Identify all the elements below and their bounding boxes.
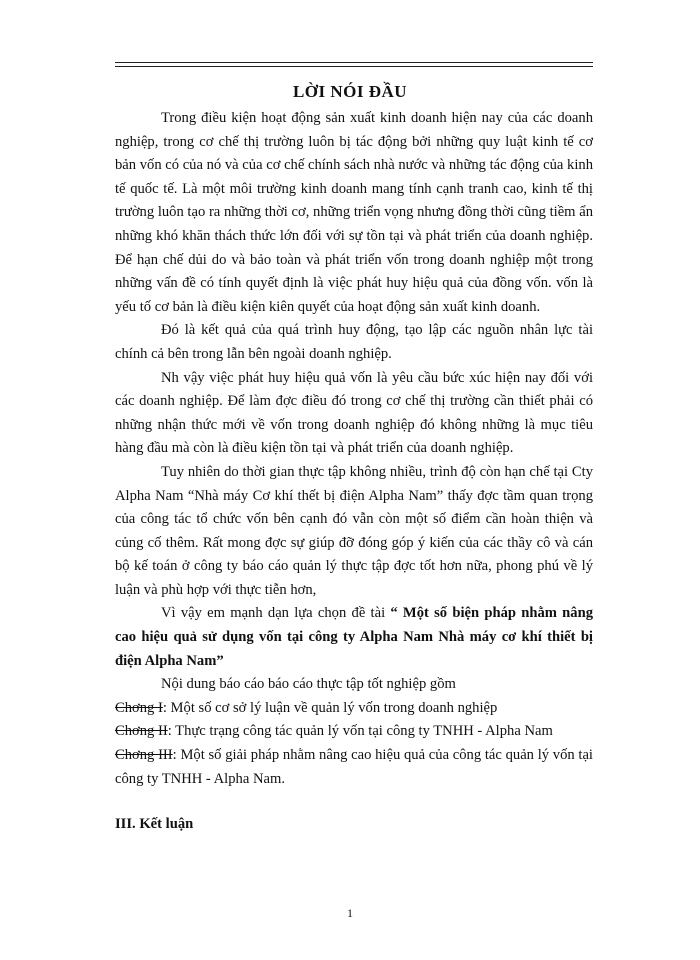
section-spacer [115, 791, 593, 813]
paragraph-3: Nh vậy việc phát huy hiệu quả vốn là yêu cầu bức xúc hiện nay đối với các doanh nghiệp. Để làm đợc điều đó trong cơ chế thị trường cần thiết phải có những nhận thức mới về vốn trong doanh nghiệp đó không những là mục tiêu hàng đầu mà còn là điều kiện tồn tại và phát triển của doanh nghiệp. [115, 369, 593, 457]
header-rule-top [115, 62, 593, 63]
chapter-1-text: : Một số cơ sở lý luận về quản lý vốn trong doanh nghiệp [162, 699, 498, 716]
chapter-2 [115, 720, 593, 744]
paragraph-2: Đó là kết quả của quá trình huy động, tạo lập các nguồn nhân lực tài chính cả bên trong lẫn bên ngoài doanh nghiệp. [115, 322, 593, 362]
chapter-3-text: : Một số giải pháp nhằm nâng cao hiệu quả của công tác quản lý vốn tại công ty TNHH - Alpha Nam. [115, 747, 593, 787]
chapter-2-label: Chơng II [115, 723, 168, 740]
topic-paragraph [115, 602, 593, 673]
chapter-2-text: : Thực trạng công tác quản lý vốn tại công ty TNHH - Alpha Nam [167, 723, 553, 740]
paragraph-1: Trong điều kiện hoạt động sản xuất kinh doanh hiện nay của các doanh nghiệp, trong cơ chế thị trường luôn bị tác động bởi những quy luật kinh tế cơ bản vốn có của nó và của cơ chế chính sách nhà nước và những tác động của kinh tế quốc tế. Là một môi trường kinh doanh mang tính cạnh tranh cao, kinh tế thị trường luôn tạo ra những thời cơ, những triển vọng nhưng đồng thời cũng tiềm ẩn những khó khăn thách thức lớn đối với sự tồn tại và phát triển của doanh nghiệp. Để hạn chế dủi do và bảo toàn và phát triển vốn trong doanh nghiệp một trong những vấn đề có tính quyết định là việc phát huy hiệu quả của đồng vốn. vốn là yếu tố cơ bản là điều kiện kiên quyết của hoạt động sản xuất kinh doanh. [115, 110, 593, 315]
document-body [115, 107, 593, 837]
page-title: LỜI NÓI ĐẦU [292, 82, 408, 101]
topic-title: “ Một số biện pháp nhằm nâng cao hiệu quả sử dụng vốn tại công ty Alpha Nam Nhà máy cơ khí thiết bị điện Alpha Nam” [115, 605, 593, 669]
chapter-1-label: Chơng I [115, 699, 163, 716]
topic-intro: Vì vậy em mạnh dạn lựa chọn đề tài [161, 605, 391, 622]
conclusion-heading: III. Kết luận [115, 816, 194, 833]
header-rule-bottom [115, 66, 593, 67]
paragraph-4: Tuy nhiên do thời gian thực tập không nhiều, trình độ còn hạn chế tại Cty Alpha Nam “Nhà máy Cơ khí thết bị điện Alpha Nam” thấy đợc tầm quan trọng của công tác tổ chức vốn bên cạnh đó vẫn còn một số điểm cần hoàn thiện và củng cố thêm. Rất mong đợc sự giúp đỡ đóng góp ý kiến của các thầy cô và cán bộ kế toán ở công ty báo cáo quản lý thực tập đợc tốt hơn nữa, phong phú về lý luận và phù hợp với thực tiễn hơn, [115, 463, 593, 598]
chapter-3-label: Chơng III [115, 747, 173, 764]
chapter-1 [115, 697, 593, 721]
page-number: 1 [347, 906, 353, 920]
outline-intro: Nội dung báo cáo báo cáo thực tập tốt nghiệp gồm [161, 676, 456, 693]
chapter-3 [115, 744, 593, 791]
